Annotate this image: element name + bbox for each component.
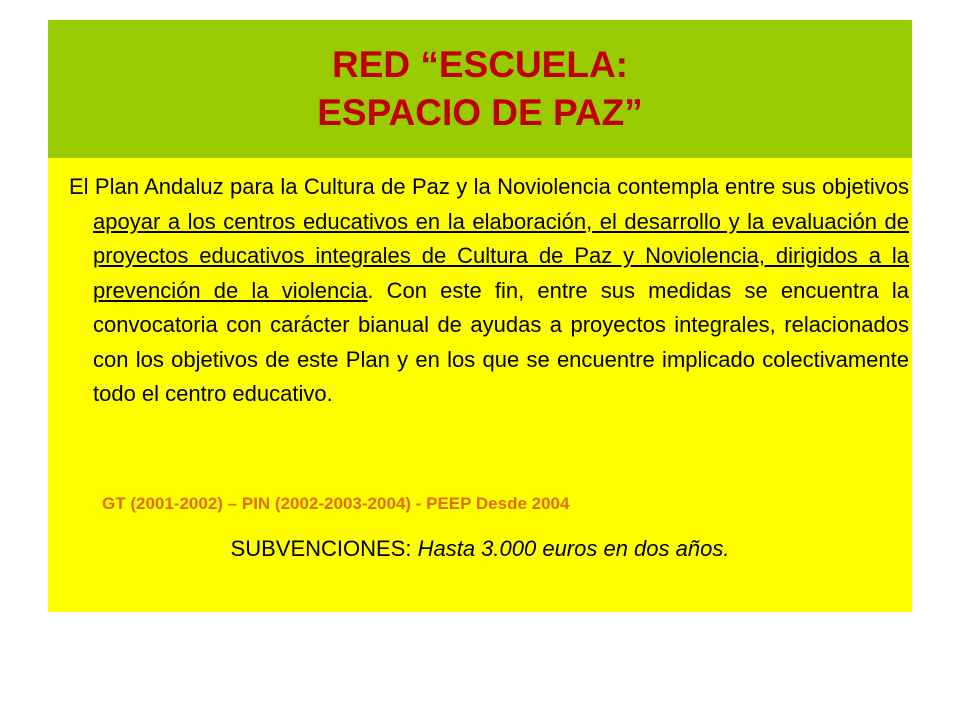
programs-timeline: GT (2001-2002) – PIN (2002-2003-2004) - PEEP Desde 2004	[102, 494, 570, 513]
subvenciones-value: Hasta 3.000 euros en dos años.	[417, 536, 730, 561]
body-underlined-objective: apoyar a los centros educativos en la elaboración, el desarrollo y la evaluación de proyectos educativos integrales de Cultura de Paz y Noviolencia, dirigidos a la prevención de la violencia	[93, 208, 909, 303]
title-banner	[48, 20, 912, 158]
body-paragraph-text	[69, 170, 910, 412]
body-intro: El Plan Andaluz para la Cultura de Paz y la Noviolencia contempla entre sus objetivos	[69, 174, 909, 199]
subvenciones-label: SUBVENCIONES:	[230, 536, 418, 561]
body-rest: . Con este fin, entre sus medidas se encuentra la convocatoria con carácter bianual de ayudas a proyectos integrales, relacionados con los objetivos de este Plan y en los que se encuentre implicado colectivamente todo el centro educativo.	[93, 277, 910, 406]
title-line-2: ESPACIO DE PAZ”	[317, 92, 643, 133]
subvenciones-line	[48, 536, 912, 562]
body-paragraph	[69, 170, 910, 412]
title-line-1: RED “ESCUELA:	[331, 44, 629, 85]
